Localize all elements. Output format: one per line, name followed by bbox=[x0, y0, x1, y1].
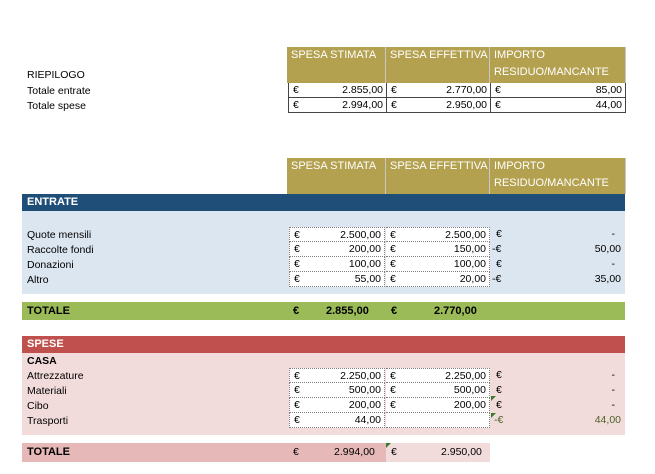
income-row-label: Raccolte fondi bbox=[27, 244, 94, 256]
expense-total-residual-bg bbox=[490, 443, 625, 462]
currency: € bbox=[294, 229, 300, 241]
amount: 35,00 bbox=[594, 273, 621, 285]
amount: 150,00 bbox=[453, 243, 486, 255]
amount: 2.855,00 bbox=[342, 84, 383, 96]
amount: 2.994,00 bbox=[342, 99, 383, 111]
summary-expenses-actual[interactable] bbox=[386, 98, 490, 113]
amount: 20,00 bbox=[459, 273, 486, 285]
summary-header-residual bbox=[490, 47, 626, 83]
summary-expenses-residual[interactable] bbox=[490, 98, 626, 113]
summary-income-residual[interactable] bbox=[490, 83, 626, 98]
expense-residual-cell[interactable] bbox=[490, 413, 624, 428]
income-actual-cell[interactable] bbox=[386, 272, 490, 287]
expense-estimated-cell[interactable] bbox=[289, 368, 385, 383]
income-residual-cell[interactable] bbox=[490, 272, 624, 287]
income-total-band bbox=[22, 302, 625, 320]
income-row-label: Altro bbox=[27, 274, 49, 286]
currency: € bbox=[496, 369, 502, 381]
expense-residual-cell[interactable] bbox=[490, 398, 624, 413]
income-residual-cell[interactable] bbox=[490, 242, 624, 257]
amount: 500,00 bbox=[453, 384, 486, 396]
summary-label-income: Totale entrate bbox=[27, 85, 91, 97]
income-estimated-cell[interactable] bbox=[289, 227, 385, 242]
currency: € bbox=[294, 399, 300, 411]
amount: 85,00 bbox=[595, 84, 622, 96]
income-actual-cell[interactable] bbox=[386, 227, 490, 242]
currency: € bbox=[391, 84, 397, 96]
summary-title: RIEPILOGO bbox=[27, 69, 85, 81]
expense-residual-cell[interactable] bbox=[490, 383, 624, 398]
income-total-estimated-cur: € bbox=[293, 305, 300, 317]
summary-header-residual-line2: RESIDUO/MANCANTE bbox=[494, 66, 609, 78]
amount: 2.500,00 bbox=[445, 229, 486, 241]
currency: € bbox=[293, 99, 299, 111]
summary-header-actual: SPESA EFFETTIVA bbox=[386, 47, 490, 83]
expense-estimated-cell[interactable] bbox=[289, 383, 385, 398]
expense-actual-cell[interactable] bbox=[386, 368, 490, 383]
amount: 100,00 bbox=[453, 258, 486, 270]
income-residual-cell[interactable] bbox=[490, 227, 624, 242]
comment-indicator-icon bbox=[491, 413, 496, 418]
currency: € bbox=[293, 84, 299, 96]
amount: 2.950,00 bbox=[446, 99, 487, 111]
detail-header-residual bbox=[490, 158, 626, 194]
currency: € bbox=[495, 84, 501, 96]
expense-total-actual-cur: € bbox=[391, 446, 397, 458]
summary-label-expenses: Totale spese bbox=[27, 100, 86, 112]
currency: € bbox=[294, 273, 300, 285]
currency: -€ bbox=[492, 243, 502, 255]
income-estimated-cell[interactable] bbox=[289, 272, 385, 287]
amount: 200,00 bbox=[348, 243, 381, 255]
currency: € bbox=[294, 370, 300, 382]
amount: - bbox=[611, 258, 615, 270]
currency: € bbox=[390, 399, 396, 411]
expense-total-estimated-cur: € bbox=[293, 446, 299, 458]
detail-header-residual-line2: RESIDUO/MANCANTE bbox=[494, 177, 609, 189]
income-row-label: Quote mensili bbox=[27, 229, 92, 241]
income-total-actual: 2.770,00 bbox=[434, 305, 477, 317]
expense-actual-cell[interactable] bbox=[386, 383, 490, 398]
income-actual-cell[interactable] bbox=[386, 242, 490, 257]
expense-row-label: Attrezzature bbox=[27, 370, 84, 382]
expense-total-estimated: 2.994,00 bbox=[334, 446, 375, 458]
currency: € bbox=[496, 399, 502, 411]
currency: € bbox=[294, 243, 300, 255]
amount: 2.500,00 bbox=[340, 229, 381, 241]
currency: € bbox=[294, 384, 300, 396]
summary-income-actual[interactable] bbox=[386, 83, 490, 98]
expense-category: CASA bbox=[27, 355, 57, 367]
expense-row-label: Materiali bbox=[27, 385, 67, 397]
amount: - bbox=[611, 369, 615, 381]
currency: € bbox=[496, 258, 502, 270]
amount: 44,00 bbox=[594, 414, 621, 426]
currency: € bbox=[294, 414, 300, 426]
income-residual-cell[interactable] bbox=[490, 257, 624, 272]
amount: 100,00 bbox=[348, 258, 381, 270]
detail-header-estimated: SPESA STIMATA bbox=[287, 158, 386, 194]
currency: € bbox=[390, 258, 396, 270]
expense-estimated-cell[interactable] bbox=[289, 413, 385, 428]
expense-total-label: TOTALE bbox=[27, 446, 70, 458]
income-total-estimated: 2.855,00 bbox=[326, 305, 369, 317]
currency: -€ bbox=[494, 414, 504, 426]
summary-header-residual-line1: IMPORTO bbox=[494, 49, 545, 61]
expense-actual-cell[interactable] bbox=[386, 398, 490, 413]
currency: -€ bbox=[492, 273, 502, 285]
currency: € bbox=[495, 99, 501, 111]
expense-row-label: Trasporti bbox=[27, 415, 69, 427]
detail-header-residual-line1: IMPORTO bbox=[494, 160, 545, 172]
amount: 200,00 bbox=[453, 399, 486, 411]
currency: € bbox=[390, 370, 396, 382]
amount: 200,00 bbox=[348, 399, 381, 411]
expense-actual-cell[interactable] bbox=[386, 413, 490, 428]
summary-expenses-estimated[interactable] bbox=[288, 98, 386, 113]
summary-header-estimated: SPESA STIMATA bbox=[287, 47, 386, 83]
amount: 50,00 bbox=[594, 243, 621, 255]
income-total-actual-cur: € bbox=[391, 305, 398, 317]
income-band bbox=[22, 194, 625, 211]
income-row-label: Donazioni bbox=[27, 259, 74, 271]
summary-income-estimated[interactable] bbox=[288, 83, 386, 98]
currency: € bbox=[496, 384, 502, 396]
currency: € bbox=[496, 228, 502, 240]
amount: - bbox=[611, 384, 615, 396]
income-estimated-cell[interactable] bbox=[289, 257, 385, 272]
expense-title: SPESE bbox=[27, 338, 64, 350]
currency: € bbox=[390, 243, 396, 255]
income-title: ENTRATE bbox=[27, 196, 79, 208]
expense-estimated-cell[interactable] bbox=[289, 398, 385, 413]
expense-residual-cell[interactable] bbox=[490, 368, 624, 383]
currency: € bbox=[294, 258, 300, 270]
expense-row-label: Cibo bbox=[27, 400, 49, 412]
income-actual-cell[interactable] bbox=[386, 257, 490, 272]
detail-header-actual: SPESA EFFETTIVA bbox=[386, 158, 490, 194]
amount: 44,00 bbox=[354, 414, 381, 426]
currency: € bbox=[390, 229, 396, 241]
amount: - bbox=[611, 228, 615, 240]
income-total-label: TOTALE bbox=[27, 305, 70, 317]
income-estimated-cell[interactable] bbox=[289, 242, 385, 257]
amount: 2.250,00 bbox=[340, 370, 381, 382]
expense-total-actual: 2.950,00 bbox=[441, 446, 482, 458]
amount: 44,00 bbox=[595, 99, 622, 111]
currency: € bbox=[391, 99, 397, 111]
comment-indicator-icon bbox=[491, 396, 496, 401]
currency: € bbox=[390, 273, 396, 285]
currency: € bbox=[390, 384, 396, 396]
amount: - bbox=[611, 399, 615, 411]
expense-band bbox=[22, 336, 625, 353]
amount: 2.770,00 bbox=[446, 84, 487, 96]
amount: 2.250,00 bbox=[445, 370, 486, 382]
amount: 500,00 bbox=[348, 384, 381, 396]
amount: 55,00 bbox=[354, 273, 381, 285]
